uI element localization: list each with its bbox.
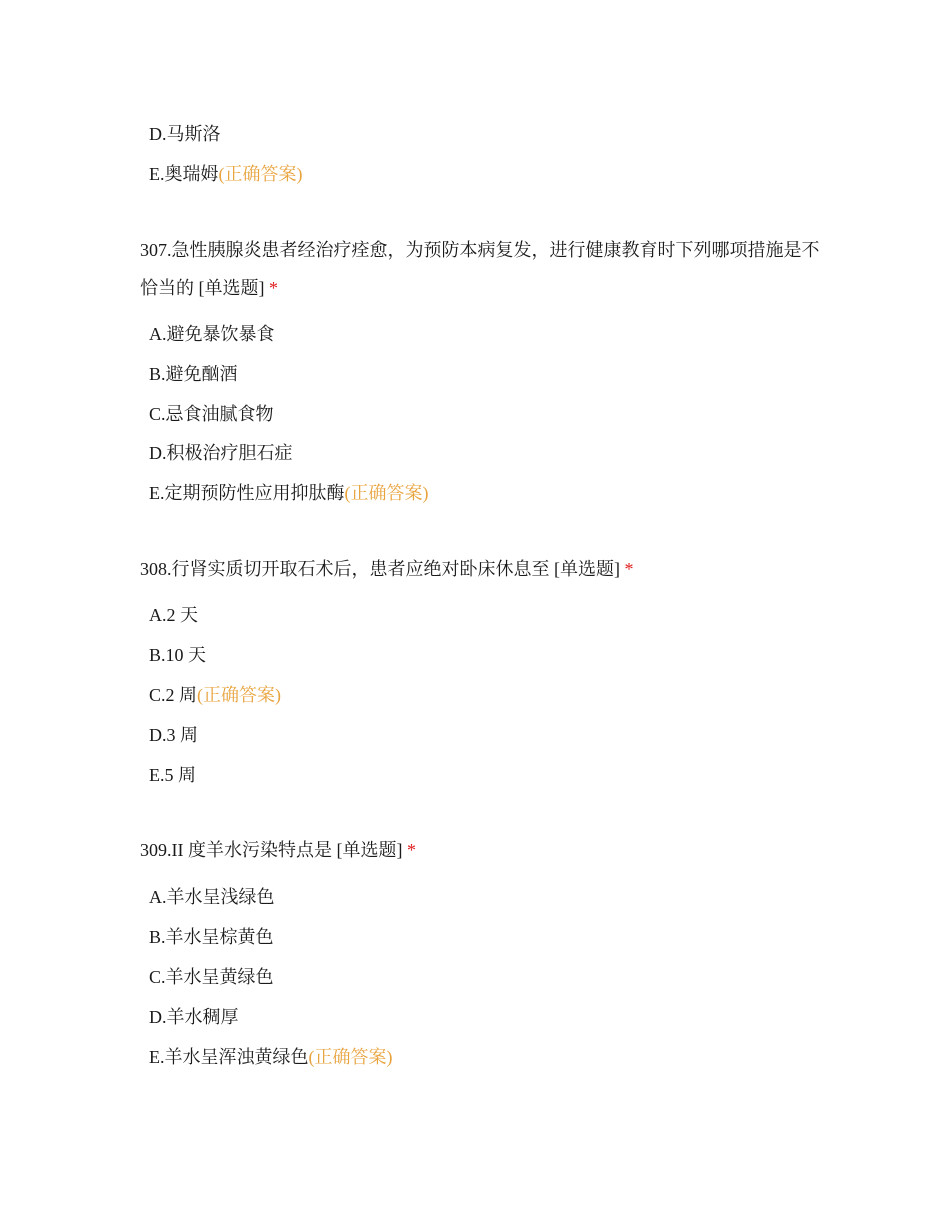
option-label: A.羊水呈浅绿色 <box>149 887 275 907</box>
option-c <box>149 683 281 707</box>
option-label: E.5 周 <box>149 765 196 785</box>
option-label: D.3 周 <box>149 725 198 745</box>
option-b <box>149 643 206 667</box>
option-d <box>149 1005 239 1029</box>
option-label: E.定期预防性应用抑肽酶 <box>149 483 345 503</box>
required-mark: * <box>624 559 634 579</box>
option-label: D.马斯洛 <box>149 124 221 144</box>
correct-answer-tag: (正确答案) <box>308 1047 393 1067</box>
option-e <box>149 1045 393 1069</box>
question-309 <box>140 831 820 869</box>
option-e <box>149 162 303 186</box>
required-mark: * <box>269 278 278 298</box>
correct-answer-tag: (正确答案) <box>344 483 429 503</box>
question-308 <box>140 550 820 588</box>
question-text: 307.急性胰腺炎患者经治疗痊愈，为预防本病复发，进行健康教育时下列哪项措施是不恰当的 [单选题] <box>140 240 820 298</box>
correct-answer-tag: (正确答案) <box>218 164 303 184</box>
question-text: 308.行肾实质切开取石术后，患者应绝对卧床休息至 [单选题] <box>140 559 620 579</box>
option-label: C.忌食油腻食物 <box>149 404 274 424</box>
correct-answer-tag: (正确答案) <box>197 685 282 705</box>
option-label: B.避免酗酒 <box>149 364 238 384</box>
option-e <box>149 763 196 787</box>
option-label: B.10 天 <box>149 645 207 665</box>
option-b <box>149 362 238 386</box>
option-label: D.羊水稠厚 <box>149 1007 239 1027</box>
option-a <box>149 885 275 909</box>
option-d <box>149 723 198 747</box>
option-c <box>149 402 274 426</box>
option-b <box>149 925 274 949</box>
question-307 <box>140 231 820 307</box>
option-a <box>149 603 198 627</box>
option-label: A.2 天 <box>149 605 198 625</box>
option-label: E.羊水呈浑浊黄绿色 <box>149 1047 309 1067</box>
option-a <box>149 322 275 346</box>
option-c <box>149 965 274 989</box>
option-label: C.2 周 <box>149 685 198 705</box>
question-text: 309.II 度羊水污染特点是 [单选题] <box>140 840 403 860</box>
option-d <box>149 441 293 465</box>
option-label: D.积极治疗胆石症 <box>149 443 293 463</box>
required-mark: * <box>406 840 416 860</box>
option-label: E.奥瑞姆 <box>149 164 219 184</box>
option-d <box>149 122 221 146</box>
option-e <box>149 481 429 505</box>
option-label: C.羊水呈黄绿色 <box>149 967 274 987</box>
option-label: A.避免暴饮暴食 <box>149 324 275 344</box>
option-label: B.羊水呈棕黄色 <box>149 927 274 947</box>
